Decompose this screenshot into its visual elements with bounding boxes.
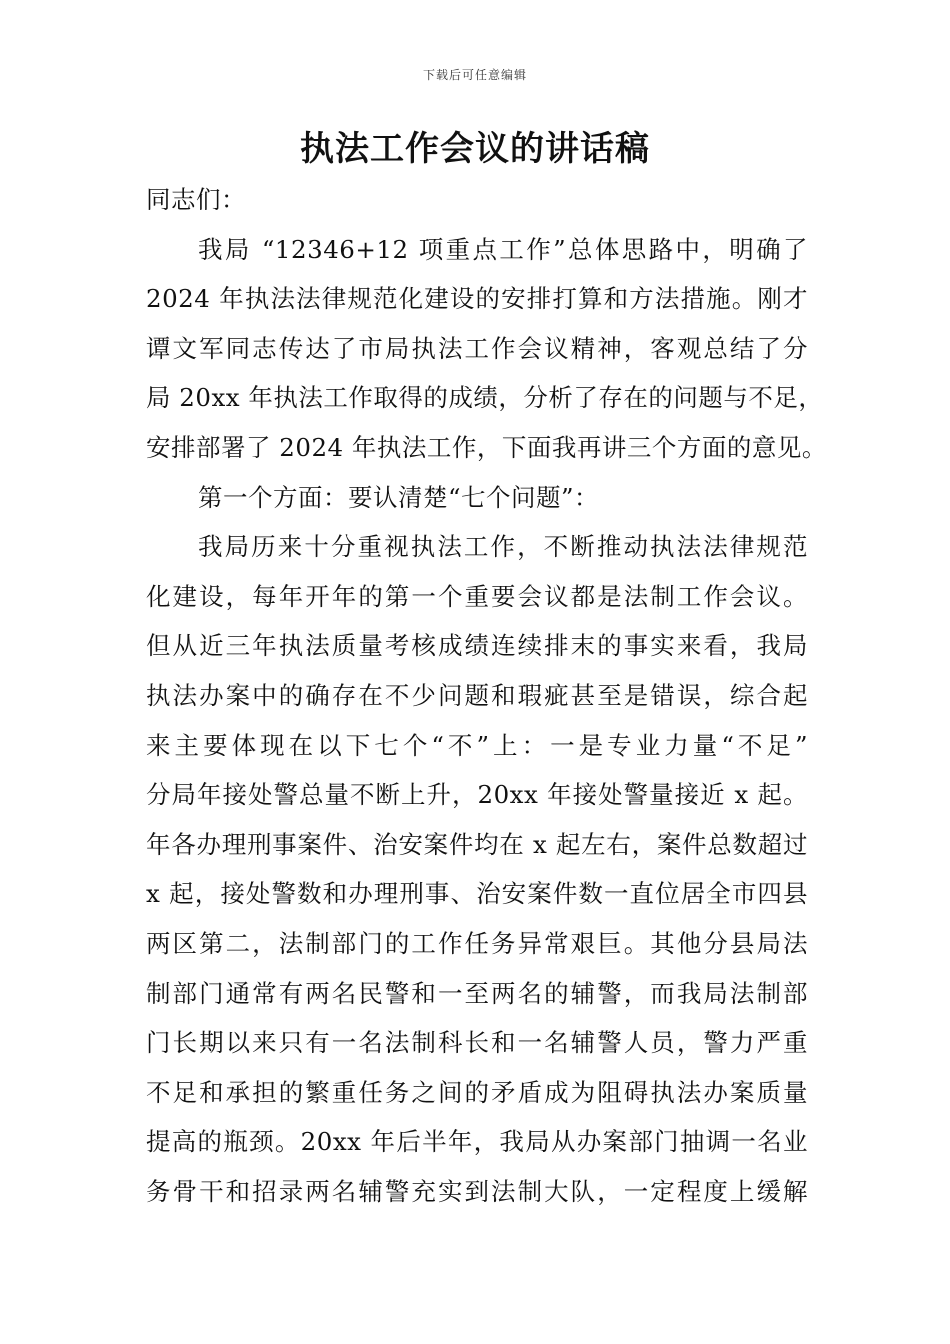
document-title: 执法工作会议的讲话稿 <box>300 129 650 169</box>
body-line: 谭文军同志传达了市局执法工作会议精神，客观总结了分 <box>146 333 808 363</box>
body-line: 分局年接处警总量不断上升，20xx 年接处警量接近 x 起。 <box>146 780 808 810</box>
body-line: 不足和承担的繁重任务之间的矛盾成为阻碍执法办案质量 <box>146 1077 808 1107</box>
body-line: 安排部署了 2024 年执法工作，下面我再讲三个方面的意见。 <box>146 432 827 462</box>
body-line: 执法办案中的确存在不少问题和瑕疵甚至是错误，综合起 <box>146 680 808 710</box>
body-line: 我局历来十分重视执法工作，不断推动执法法律规范 <box>198 532 808 562</box>
body-line: 但从近三年执法质量考核成绩连续排末的事实来看，我局 <box>146 631 808 661</box>
body-line: 两区第二，法制部门的工作任务异常艰巨。其他分县局法 <box>146 928 808 958</box>
body-line: x 起，接处警数和办理刑事、治安案件数一直位居全市四县 <box>146 879 808 909</box>
document-body <box>146 175 827 1216</box>
body-line: 2024 年执法法律规范化建设的安排打算和方法措施。刚才 <box>146 284 808 314</box>
body-line: 我局 “12346+12 项重点工作”总体思路中，明确了 <box>198 234 808 264</box>
body-line: 门长期以来只有一名法制科长和一名辅警人员，警力严重 <box>146 1028 808 1058</box>
body-line: 来主要体现在以下七个“不”上：一是专业力量“不足” <box>146 730 808 760</box>
body-line: 制部门通常有两名民警和一至两名的辅警，而我局法制部 <box>146 978 808 1008</box>
body-line: 局 20xx 年执法工作取得的成绩，分析了存在的问题与不足， <box>146 383 824 413</box>
header-note: 下载后可任意编辑 <box>422 68 527 82</box>
body-line: 第一个方面：要认清楚“七个问题”： <box>198 482 600 512</box>
body-line: 务骨干和招录两名辅警充实到法制大队，一定程度上缓解 <box>146 1176 808 1206</box>
body-line: 同志们： <box>146 185 246 214</box>
body-line: 化建设，每年开年的第一个重要会议都是法制工作会议。 <box>146 581 808 611</box>
body-line: 年各办理刑事案件、治安案件均在 x 起左右，案件总数超过 <box>146 829 808 859</box>
body-line: 提高的瓶颈。20xx 年后半年，我局从办案部门抽调一名业 <box>146 1127 808 1157</box>
